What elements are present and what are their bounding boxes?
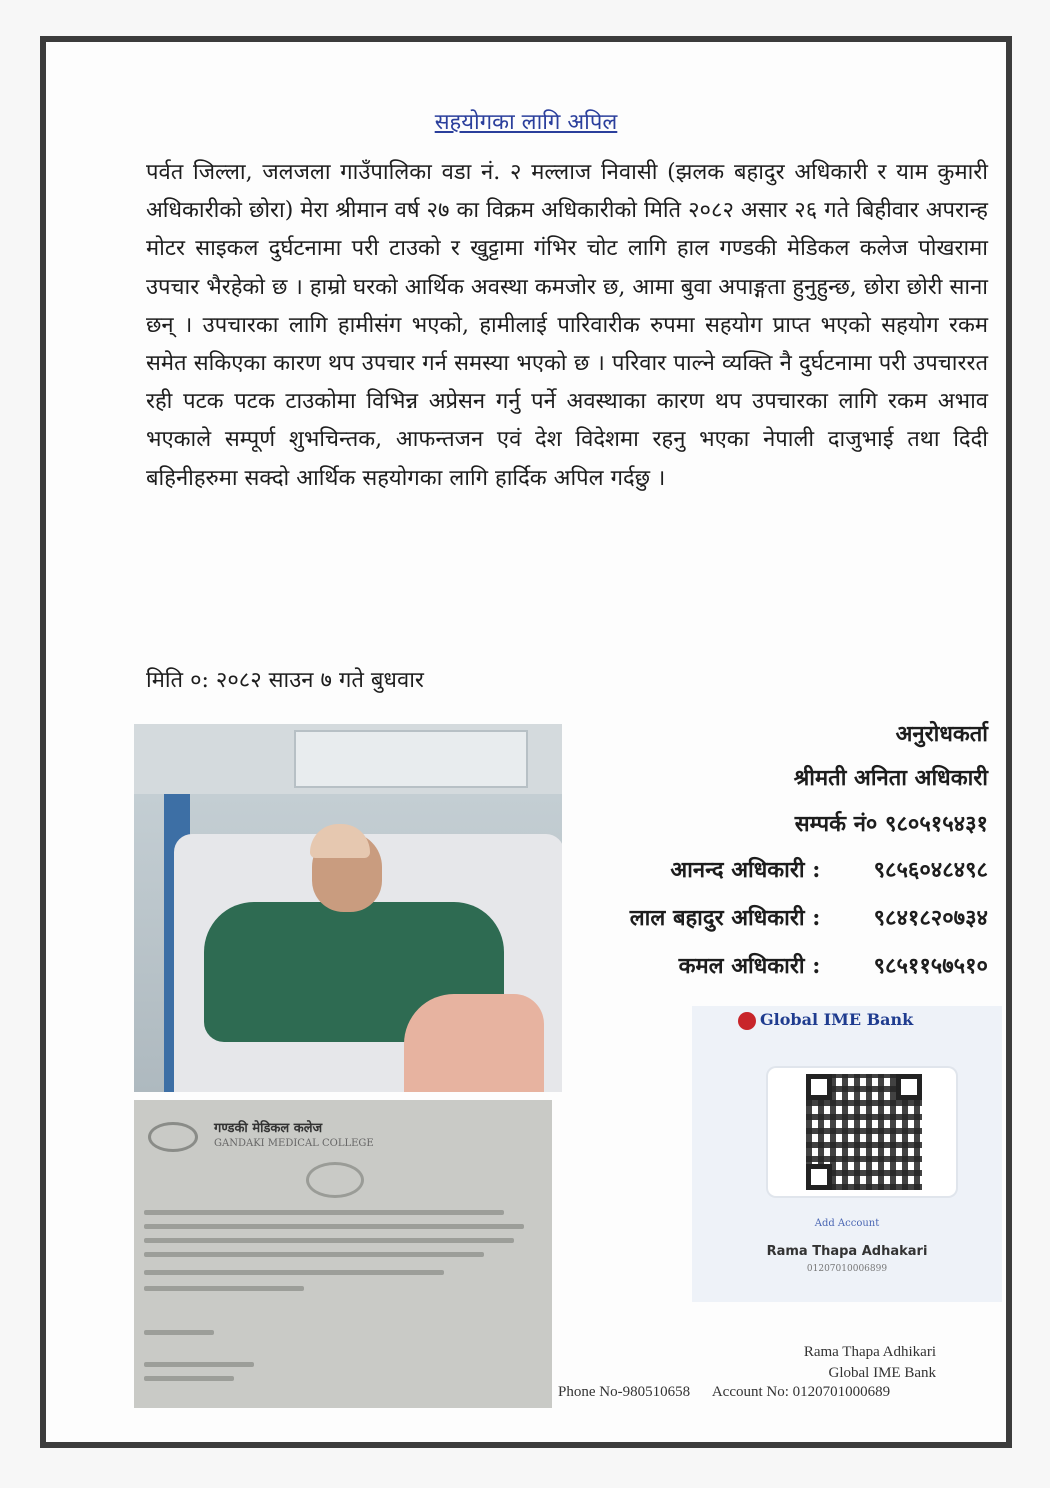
qr-box: [768, 1068, 956, 1196]
bank-logo-icon: [738, 1012, 756, 1030]
patient-photo: [134, 724, 562, 1092]
contact-name: लाल बहादुर अधिकारी :: [629, 905, 821, 931]
medical-letter-image: [134, 1100, 552, 1408]
letter-heading: गण्डकी मेडिकल कलेज: [214, 1121, 323, 1136]
account-number: Account No: 0120701000689: [711, 1384, 891, 1400]
add-account-link[interactable]: Add Account: [814, 1218, 880, 1229]
qr-account-name: Rama Thapa Adhakari: [766, 1244, 928, 1259]
appeal-title: सहयोगका लागि अपिल: [434, 110, 618, 135]
qr-payment-card: [692, 1006, 1002, 1302]
document-frame: [40, 36, 1012, 1448]
appeal-body: पर्वत जिल्ला, जलजला गाउँपालिका वडा नं. २ मल्लाज निवासी (झलक बहादुर अधिकारी र याम कुमारी अधिकारीको छोरा) मेरा श्रीमान वर्ष २७ का विक्रम अधिकारीको मिति २०८२ असार २६ गते बिहीवार अपरान्ह मोटर साइकल दुर्घटनामा परी टाउको र खुट्टामा गंभिर चोट लागि हाल गण्डकी मेडिकल कलेज पोखरामा उपचार भैरहेको छ । हाम्रो घरको आर्थिक अवस्था कमजोर छ, आमा बुवा अपाङ्गता हुनुहुन्छ, छोरा छोरी साना छन् । उपचारका लागि हामीसंग भएको, हामीलाई पारिवारीक रुपमा सहयोग प्राप्त भएको सहयोग रकम समेत सकिएका कारण थप उपचार गर्न समस्या भएको छ । परिवार पाल्ने व्यक्ति नै दुर्घटनामा परी उपचाररत रही पटक पटक टाउकोमा विभिन्न अप्रेसन गर्नु पर्ने अवस्थाका कारण थप उपचारका लागि रकम अभाव भएकाले सम्पूर्ण शुभचिन्तक, आफन्तजन एवं देश विदेशमा रहनु भएका नेपाली दाजुभाई तथा दिदी बहिनीहरुमा सक्दो आर्थिक सहयोगका लागि हार्दिक अपिल गर्दछु ।: [146, 160, 988, 491]
requester-name: श्रीमती अनिता अधिकारी: [793, 765, 988, 791]
letter-subheading: GANDAKI MEDICAL COLLEGE: [214, 1138, 374, 1149]
contact-number: ९८४१८२०७३४: [873, 905, 988, 931]
requester-heading: अनुरोधकर्ता: [895, 721, 988, 747]
contact-number: ९८५११५७५१०: [873, 953, 988, 979]
account-holder: Rama Thapa Adhikari: [803, 1344, 936, 1360]
appeal-date: मिति ०: २०८२ साउन ७ गते बुधवार: [146, 668, 424, 693]
bank-info: [804, 1342, 936, 1384]
contact-row: [670, 854, 988, 884]
bank-name: Global IME Bank: [828, 1365, 936, 1381]
contact-row: [630, 902, 988, 932]
bank-logo: Global IME Bank: [760, 1010, 914, 1029]
contact-name: कमल अधिकारी :: [678, 953, 821, 979]
contact-number: ९८५६०४८४९८: [873, 857, 988, 883]
contact-name: आनन्द अधिकारी :: [670, 857, 821, 883]
qr-account-number: 01207010006899: [806, 1264, 888, 1274]
bank-line: [558, 1384, 890, 1401]
contact-row: [679, 950, 988, 980]
phone-number: Phone No-980510658: [558, 1384, 691, 1400]
requester-contact: सम्पर्क नं० ९८०५१५४३१: [794, 811, 988, 837]
